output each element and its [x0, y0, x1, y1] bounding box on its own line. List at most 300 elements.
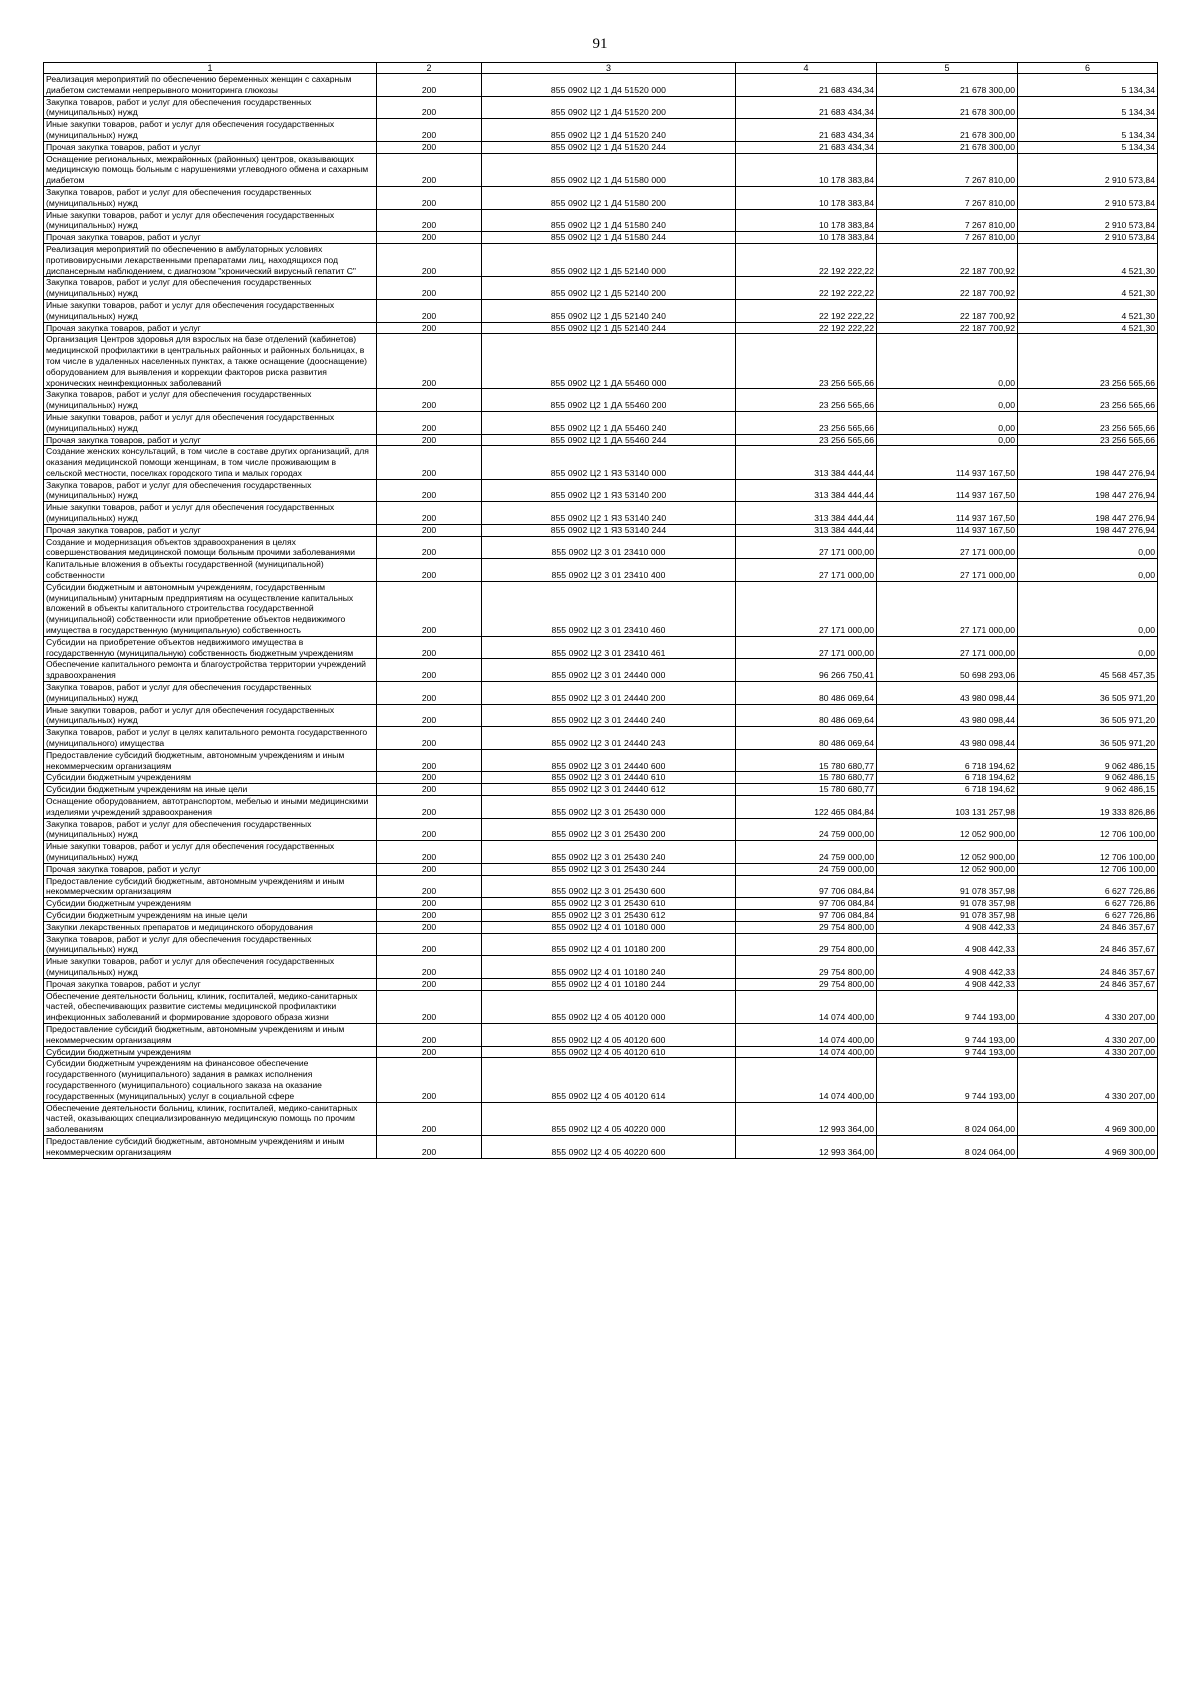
- row-kbk-cell: 855 0902 Ц2 3 01 24440 000: [482, 659, 736, 682]
- table-row: [44, 933, 1158, 956]
- row-col5-value: 0,00: [877, 389, 1018, 412]
- row-col4-value: 313 384 444,44: [736, 479, 877, 502]
- table-row: [44, 502, 1158, 525]
- table-row: [44, 536, 1158, 559]
- row-col5-value: 4 908 442,33: [877, 956, 1018, 979]
- table-row: [44, 898, 1158, 910]
- row-col4-value: 14 074 400,00: [736, 1023, 877, 1046]
- row-name-cell: Организация Центров здоровья для взрослых на базе отделений (кабинетов) медицинской профилактики в центральных районных и районных больницах, в том числе в удаленных населенных пунктах, а также оснащение (дооснащение) оборудованием для выявления и коррекции факторов риска развития хронических неинфекционных заболеваний: [44, 334, 377, 389]
- row-col6-value: 24 846 357,67: [1018, 921, 1158, 933]
- table-row: [44, 636, 1158, 659]
- row-name-cell: Закупка товаров, работ и услуг для обеспечения государственных (муниципальных) нужд: [44, 818, 377, 841]
- row-col6-value: 0,00: [1018, 559, 1158, 582]
- table-row: [44, 119, 1158, 142]
- row-code-cell: 200: [377, 1046, 482, 1058]
- row-name-cell: Субсидии бюджетным учреждениям на иные цели: [44, 784, 377, 796]
- row-col4-value: 29 754 800,00: [736, 921, 877, 933]
- row-kbk-cell: 855 0902 Ц2 3 01 25430 240: [482, 841, 736, 864]
- row-code-cell: 200: [377, 209, 482, 232]
- row-code-cell: 200: [377, 796, 482, 819]
- table-row: [44, 186, 1158, 209]
- row-name-cell: Обеспечение деятельности больниц, клиник, госпиталей, медико-санитарных частей, оказывающих специализированную медицинскую помощь по прочим заболеваниям: [44, 1102, 377, 1135]
- row-name-cell: Закупка товаров, работ и услуг для обеспечения государственных (муниципальных) нужд: [44, 96, 377, 119]
- row-code-cell: 200: [377, 841, 482, 864]
- row-name-cell: Иные закупки товаров, работ и услуг для обеспечения государственных (муниципальных) нужд: [44, 411, 377, 434]
- row-col6-value: 198 447 276,94: [1018, 446, 1158, 479]
- row-kbk-cell: 855 0902 Ц2 3 01 23410 460: [482, 581, 736, 636]
- row-code-cell: 200: [377, 243, 482, 276]
- row-kbk-cell: 855 0902 Ц2 3 01 25430 610: [482, 898, 736, 910]
- row-col4-value: 97 706 084,84: [736, 875, 877, 898]
- table-row: [44, 841, 1158, 864]
- row-name-cell: Иные закупки товаров, работ и услуг для обеспечения государственных (муниципальных) нужд: [44, 299, 377, 322]
- table-body: [44, 74, 1158, 1159]
- row-col5-value: 91 078 357,98: [877, 875, 1018, 898]
- row-name-cell: Иные закупки товаров, работ и услуг для обеспечения государственных (муниципальных) нужд: [44, 956, 377, 979]
- row-code-cell: 200: [377, 581, 482, 636]
- row-name-cell: Субсидии бюджетным учреждениям: [44, 772, 377, 784]
- table-row: [44, 299, 1158, 322]
- row-code-cell: 200: [377, 659, 482, 682]
- row-col4-value: 23 256 565,66: [736, 389, 877, 412]
- row-col4-value: 96 266 750,41: [736, 659, 877, 682]
- row-col6-value: 23 256 565,66: [1018, 334, 1158, 389]
- row-col5-value: 6 718 194,62: [877, 784, 1018, 796]
- row-col6-value: 198 447 276,94: [1018, 502, 1158, 525]
- row-col4-value: 80 486 069,64: [736, 682, 877, 705]
- row-kbk-cell: 855 0902 Ц2 3 01 23410 461: [482, 636, 736, 659]
- row-col4-value: 23 256 565,66: [736, 334, 877, 389]
- table-row: [44, 559, 1158, 582]
- table-row: [44, 1135, 1158, 1158]
- row-kbk-cell: 855 0902 Ц2 1 ДА 55460 244: [482, 434, 736, 446]
- row-col4-value: 29 754 800,00: [736, 956, 877, 979]
- row-code-cell: 200: [377, 559, 482, 582]
- row-col4-value: 10 178 383,84: [736, 232, 877, 244]
- table-row: [44, 682, 1158, 705]
- row-col6-value: 4 521,30: [1018, 277, 1158, 300]
- row-name-cell: Субсидии бюджетным учреждениям: [44, 898, 377, 910]
- row-col5-value: 27 171 000,00: [877, 536, 1018, 559]
- row-col4-value: 80 486 069,64: [736, 704, 877, 727]
- row-col5-value: 103 131 257,98: [877, 796, 1018, 819]
- row-col4-value: 23 256 565,66: [736, 411, 877, 434]
- row-code-cell: 200: [377, 1102, 482, 1135]
- table-row: [44, 659, 1158, 682]
- row-kbk-cell: 855 0902 Ц2 1 ДА 55460 000: [482, 334, 736, 389]
- row-col6-value: 45 568 457,35: [1018, 659, 1158, 682]
- table-row: [44, 389, 1158, 412]
- row-kbk-cell: 855 0902 Ц2 4 05 40220 600: [482, 1135, 736, 1158]
- table-row: [44, 243, 1158, 276]
- table-row: [44, 978, 1158, 990]
- row-code-cell: 200: [377, 1135, 482, 1158]
- row-col4-value: 122 465 084,84: [736, 796, 877, 819]
- row-col5-value: 7 267 810,00: [877, 232, 1018, 244]
- row-col6-value: 23 256 565,66: [1018, 389, 1158, 412]
- table-row: [44, 434, 1158, 446]
- row-kbk-cell: 855 0902 Ц2 1 ДА 55460 240: [482, 411, 736, 434]
- row-col5-value: 114 937 167,50: [877, 524, 1018, 536]
- row-kbk-cell: 855 0902 Ц2 1 Я3 53140 200: [482, 479, 736, 502]
- row-col6-value: 12 706 100,00: [1018, 841, 1158, 864]
- row-kbk-cell: 855 0902 Ц2 4 05 40120 000: [482, 990, 736, 1023]
- column-number-header-row: [44, 63, 1158, 74]
- row-code-cell: 200: [377, 141, 482, 153]
- row-name-cell: Иные закупки товаров, работ и услуг для обеспечения государственных (муниципальных) нужд: [44, 119, 377, 142]
- row-name-cell: Иные закупки товаров, работ и услуг для обеспечения государственных (муниципальных) нужд: [44, 209, 377, 232]
- row-col4-value: 10 178 383,84: [736, 186, 877, 209]
- row-col5-value: 22 187 700,92: [877, 299, 1018, 322]
- row-name-cell: Реализация мероприятий по обеспечению беременных женщин с сахарным диабетом системами непрерывного мониторинга глюкозы: [44, 74, 377, 97]
- row-name-cell: Прочая закупка товаров, работ и услуг: [44, 141, 377, 153]
- row-col6-value: 5 134,34: [1018, 141, 1158, 153]
- row-col4-value: 21 683 434,34: [736, 119, 877, 142]
- row-col4-value: 21 683 434,34: [736, 96, 877, 119]
- row-col4-value: 313 384 444,44: [736, 502, 877, 525]
- row-name-cell: Закупка товаров, работ и услуг в целях капитального ремонта государственного (муниципального) имущества: [44, 727, 377, 750]
- row-col5-value: 9 744 193,00: [877, 1046, 1018, 1058]
- row-col6-value: 4 521,30: [1018, 322, 1158, 334]
- row-name-cell: Субсидии на приобретение объектов недвижимого имущества в государственную (муниципальную) собственность бюджетным учреждениям: [44, 636, 377, 659]
- row-col5-value: 6 718 194,62: [877, 772, 1018, 784]
- row-kbk-cell: 855 0902 Ц2 1 Д5 52140 200: [482, 277, 736, 300]
- row-col5-value: 43 980 098,44: [877, 727, 1018, 750]
- row-kbk-cell: 855 0902 Ц2 1 Д4 51520 200: [482, 96, 736, 119]
- row-col6-value: 19 333 826,86: [1018, 796, 1158, 819]
- row-col4-value: 14 074 400,00: [736, 1046, 877, 1058]
- table-row: [44, 1023, 1158, 1046]
- row-kbk-cell: 855 0902 Ц2 4 01 10180 240: [482, 956, 736, 979]
- row-col5-value: 4 908 442,33: [877, 933, 1018, 956]
- row-name-cell: Прочая закупка товаров, работ и услуг: [44, 978, 377, 990]
- row-col6-value: 36 505 971,20: [1018, 704, 1158, 727]
- row-kbk-cell: 855 0902 Ц2 4 01 10180 200: [482, 933, 736, 956]
- row-name-cell: Прочая закупка товаров, работ и услуг: [44, 232, 377, 244]
- row-name-cell: Закупка товаров, работ и услуг для обеспечения государственных (муниципальных) нужд: [44, 277, 377, 300]
- row-col4-value: 21 683 434,34: [736, 141, 877, 153]
- row-col5-value: 21 678 300,00: [877, 141, 1018, 153]
- row-col5-value: 7 267 810,00: [877, 153, 1018, 186]
- row-col4-value: 27 171 000,00: [736, 636, 877, 659]
- row-kbk-cell: 855 0902 Ц2 1 Я3 53140 244: [482, 524, 736, 536]
- table-row: [44, 334, 1158, 389]
- row-col6-value: 4 330 207,00: [1018, 1046, 1158, 1058]
- row-col4-value: 12 993 364,00: [736, 1102, 877, 1135]
- row-col6-value: 9 062 486,15: [1018, 749, 1158, 772]
- column-header-1: 1: [44, 63, 377, 74]
- row-col6-value: 4 330 207,00: [1018, 1023, 1158, 1046]
- row-col4-value: 80 486 069,64: [736, 727, 877, 750]
- table-row: [44, 96, 1158, 119]
- table-row: [44, 446, 1158, 479]
- row-name-cell: Оснащение региональных, межрайонных (районных) центров, оказывающих медицинскую помощь больным с нарушениями углеводного обмена и сахарным диабетом: [44, 153, 377, 186]
- row-col6-value: 2 910 573,84: [1018, 153, 1158, 186]
- row-col6-value: 24 846 357,67: [1018, 933, 1158, 956]
- table-row: [44, 749, 1158, 772]
- row-col5-value: 9 744 193,00: [877, 990, 1018, 1023]
- row-name-cell: Иные закупки товаров, работ и услуг для обеспечения государственных (муниципальных) нужд: [44, 502, 377, 525]
- table-row: [44, 909, 1158, 921]
- row-code-cell: 200: [377, 119, 482, 142]
- row-col4-value: 313 384 444,44: [736, 524, 877, 536]
- row-col6-value: 2 910 573,84: [1018, 209, 1158, 232]
- row-name-cell: Оснащение оборудованием, автотранспортом, мебелью и иными медицинскими изделиями учреждений здравоохранения: [44, 796, 377, 819]
- row-code-cell: 200: [377, 322, 482, 334]
- row-code-cell: 200: [377, 389, 482, 412]
- row-name-cell: Иные закупки товаров, работ и услуг для обеспечения государственных (муниципальных) нужд: [44, 704, 377, 727]
- row-code-cell: 200: [377, 96, 482, 119]
- row-code-cell: 200: [377, 232, 482, 244]
- row-code-cell: 200: [377, 898, 482, 910]
- row-code-cell: 200: [377, 74, 482, 97]
- table-row: [44, 784, 1158, 796]
- row-col5-value: 12 052 900,00: [877, 841, 1018, 864]
- row-code-cell: 200: [377, 1058, 482, 1102]
- table-row: [44, 818, 1158, 841]
- row-name-cell: Предоставление субсидий бюджетным, автономным учреждениям и иным некоммерческим организациям: [44, 1135, 377, 1158]
- row-kbk-cell: 855 0902 Ц2 4 01 10180 000: [482, 921, 736, 933]
- table-row: [44, 524, 1158, 536]
- row-code-cell: 200: [377, 921, 482, 933]
- column-header-2: 2: [377, 63, 482, 74]
- row-name-cell: Субсидии бюджетным учреждениям на финансовое обеспечение государственного (муниципального) задания в рамках исполнения государственного (муниципального) социального заказа на оказание государственных (муниципальных) услуг в социальной сфере: [44, 1058, 377, 1102]
- row-col5-value: 0,00: [877, 411, 1018, 434]
- row-name-cell: Создание женских консультаций, в том числе в составе других организаций, для оказания медицинской помощи женщинам, в том числе проживающим в сельской местности, поселках городского типа и малых городах: [44, 446, 377, 479]
- table-row: [44, 956, 1158, 979]
- column-header-5: 5: [877, 63, 1018, 74]
- row-code-cell: 200: [377, 446, 482, 479]
- row-code-cell: 200: [377, 784, 482, 796]
- row-col6-value: 12 706 100,00: [1018, 818, 1158, 841]
- column-header-3: 3: [482, 63, 736, 74]
- table-row: [44, 1046, 1158, 1058]
- row-kbk-cell: 855 0902 Ц2 3 01 25430 600: [482, 875, 736, 898]
- row-name-cell: Закупка товаров, работ и услуг для обеспечения государственных (муниципальных) нужд: [44, 186, 377, 209]
- row-name-cell: Предоставление субсидий бюджетным, автономным учреждениям и иным некоммерческим организациям: [44, 875, 377, 898]
- row-col6-value: 2 910 573,84: [1018, 186, 1158, 209]
- row-code-cell: 200: [377, 186, 482, 209]
- row-name-cell: Субсидии бюджетным учреждениям на иные цели: [44, 909, 377, 921]
- row-col6-value: 23 256 565,66: [1018, 434, 1158, 446]
- row-kbk-cell: 855 0902 Ц2 1 Д4 51520 000: [482, 74, 736, 97]
- row-col6-value: 36 505 971,20: [1018, 682, 1158, 705]
- row-code-cell: 200: [377, 479, 482, 502]
- row-col4-value: 97 706 084,84: [736, 909, 877, 921]
- row-kbk-cell: 855 0902 Ц2 4 05 40120 610: [482, 1046, 736, 1058]
- row-col6-value: 4 969 300,00: [1018, 1135, 1158, 1158]
- row-name-cell: Обеспечение капитального ремонта и благоустройства территории учреждений здравоохранения: [44, 659, 377, 682]
- row-col4-value: 12 993 364,00: [736, 1135, 877, 1158]
- row-col5-value: 8 024 064,00: [877, 1102, 1018, 1135]
- row-col4-value: 15 780 680,77: [736, 772, 877, 784]
- row-name-cell: Закупка товаров, работ и услуг для обеспечения государственных (муниципальных) нужд: [44, 479, 377, 502]
- row-code-cell: 200: [377, 334, 482, 389]
- row-kbk-cell: 855 0902 Ц2 3 01 23410 400: [482, 559, 736, 582]
- table-row: [44, 863, 1158, 875]
- row-col4-value: 21 683 434,34: [736, 74, 877, 97]
- row-kbk-cell: 855 0902 Ц2 4 01 10180 244: [482, 978, 736, 990]
- row-kbk-cell: 855 0902 Ц2 1 Д4 51520 240: [482, 119, 736, 142]
- row-kbk-cell: 855 0902 Ц2 3 01 25430 000: [482, 796, 736, 819]
- row-code-cell: 200: [377, 502, 482, 525]
- row-code-cell: 200: [377, 933, 482, 956]
- row-code-cell: 200: [377, 772, 482, 784]
- row-code-cell: 200: [377, 863, 482, 875]
- row-name-cell: Предоставление субсидий бюджетным, автономным учреждениям и иным некоммерческим организациям: [44, 1023, 377, 1046]
- row-col5-value: 21 678 300,00: [877, 119, 1018, 142]
- table-row: [44, 581, 1158, 636]
- row-code-cell: 200: [377, 411, 482, 434]
- row-col6-value: 5 134,34: [1018, 119, 1158, 142]
- row-code-cell: 200: [377, 990, 482, 1023]
- row-kbk-cell: 855 0902 Ц2 3 01 24440 610: [482, 772, 736, 784]
- row-col4-value: 14 074 400,00: [736, 1058, 877, 1102]
- row-kbk-cell: 855 0902 Ц2 1 Я3 53140 240: [482, 502, 736, 525]
- row-col5-value: 21 678 300,00: [877, 96, 1018, 119]
- row-col5-value: 91 078 357,98: [877, 898, 1018, 910]
- row-name-cell: Субсидии бюджетным и автономным учреждениям, государственным (муниципальным) унитарным предприятиям на осуществление капитальных вложений в объекты капитального строительства государственной (муниципальной) собственности или приобретение объектов недвижимого имущества в государственную (муниципальную) собственность: [44, 581, 377, 636]
- row-kbk-cell: 855 0902 Ц2 1 Д5 52140 240: [482, 299, 736, 322]
- row-col6-value: 4 330 207,00: [1018, 1058, 1158, 1102]
- table-row: [44, 411, 1158, 434]
- table-row: [44, 727, 1158, 750]
- row-col5-value: 27 171 000,00: [877, 559, 1018, 582]
- page-number: 91: [592, 36, 608, 52]
- row-col4-value: 22 192 222,22: [736, 322, 877, 334]
- row-code-cell: 200: [377, 818, 482, 841]
- row-name-cell: Прочая закупка товаров, работ и услуг: [44, 863, 377, 875]
- row-col5-value: 12 052 900,00: [877, 818, 1018, 841]
- row-col5-value: 12 052 900,00: [877, 863, 1018, 875]
- row-col6-value: 5 134,34: [1018, 74, 1158, 97]
- row-col6-value: 24 846 357,67: [1018, 956, 1158, 979]
- row-col5-value: 114 937 167,50: [877, 502, 1018, 525]
- row-col5-value: 0,00: [877, 434, 1018, 446]
- row-col6-value: 4 521,30: [1018, 299, 1158, 322]
- row-col5-value: 9 744 193,00: [877, 1023, 1018, 1046]
- row-name-cell: Создание и модернизация объектов здравоохранения в целях совершенствования медицинской помощи больным прочими заболеваниями: [44, 536, 377, 559]
- row-kbk-cell: 855 0902 Ц2 3 01 24440 243: [482, 727, 736, 750]
- row-kbk-cell: 855 0902 Ц2 1 Д4 51520 244: [482, 141, 736, 153]
- row-code-cell: 200: [377, 704, 482, 727]
- row-col4-value: 27 171 000,00: [736, 536, 877, 559]
- row-kbk-cell: 855 0902 Ц2 1 Д4 51580 244: [482, 232, 736, 244]
- row-col6-value: 6 627 726,86: [1018, 875, 1158, 898]
- row-kbk-cell: 855 0902 Ц2 3 01 25430 244: [482, 863, 736, 875]
- row-col5-value: 27 171 000,00: [877, 581, 1018, 636]
- column-header-4: 4: [736, 63, 877, 74]
- row-col6-value: 5 134,34: [1018, 96, 1158, 119]
- row-code-cell: 200: [377, 978, 482, 990]
- table-row: [44, 1058, 1158, 1102]
- row-name-cell: Прочая закупка товаров, работ и услуг: [44, 322, 377, 334]
- row-col4-value: 29 754 800,00: [736, 933, 877, 956]
- row-col4-value: 24 759 000,00: [736, 818, 877, 841]
- row-col4-value: 15 780 680,77: [736, 784, 877, 796]
- row-name-cell: Прочая закупка товаров, работ и услуг: [44, 524, 377, 536]
- row-col5-value: 22 187 700,92: [877, 243, 1018, 276]
- row-col5-value: 22 187 700,92: [877, 277, 1018, 300]
- row-kbk-cell: 855 0902 Ц2 4 05 40120 600: [482, 1023, 736, 1046]
- row-col4-value: 10 178 383,84: [736, 153, 877, 186]
- row-col6-value: 6 627 726,86: [1018, 909, 1158, 921]
- row-kbk-cell: 855 0902 Ц2 3 01 24440 612: [482, 784, 736, 796]
- row-col6-value: 9 062 486,15: [1018, 772, 1158, 784]
- row-col5-value: 114 937 167,50: [877, 479, 1018, 502]
- row-kbk-cell: 855 0902 Ц2 4 05 40120 614: [482, 1058, 736, 1102]
- row-kbk-cell: 855 0902 Ц2 1 Д5 52140 244: [482, 322, 736, 334]
- row-col5-value: 91 078 357,98: [877, 909, 1018, 921]
- row-col4-value: 24 759 000,00: [736, 863, 877, 875]
- row-code-cell: 200: [377, 636, 482, 659]
- row-col5-value: 43 980 098,44: [877, 704, 1018, 727]
- row-code-cell: 200: [377, 909, 482, 921]
- row-name-cell: Закупка товаров, работ и услуг для обеспечения государственных (муниципальных) нужд: [44, 682, 377, 705]
- row-col6-value: 198 447 276,94: [1018, 524, 1158, 536]
- row-col6-value: 4 521,30: [1018, 243, 1158, 276]
- row-kbk-cell: 855 0902 Ц2 4 05 40220 000: [482, 1102, 736, 1135]
- row-code-cell: 200: [377, 749, 482, 772]
- row-kbk-cell: 855 0902 Ц2 3 01 24440 200: [482, 682, 736, 705]
- row-col4-value: 97 706 084,84: [736, 898, 877, 910]
- budget-report-table: [43, 62, 1158, 1159]
- row-col5-value: 6 718 194,62: [877, 749, 1018, 772]
- row-kbk-cell: 855 0902 Ц2 3 01 24440 600: [482, 749, 736, 772]
- row-col6-value: 9 062 486,15: [1018, 784, 1158, 796]
- row-col4-value: 23 256 565,66: [736, 434, 877, 446]
- row-name-cell: Иные закупки товаров, работ и услуг для обеспечения государственных (муниципальных) нужд: [44, 841, 377, 864]
- table-row: [44, 772, 1158, 784]
- row-kbk-cell: 855 0902 Ц2 1 Д5 52140 000: [482, 243, 736, 276]
- table-row: [44, 990, 1158, 1023]
- row-col4-value: 29 754 800,00: [736, 978, 877, 990]
- table-row: [44, 141, 1158, 153]
- row-col6-value: 24 846 357,67: [1018, 978, 1158, 990]
- row-kbk-cell: 855 0902 Ц2 1 ДА 55460 200: [482, 389, 736, 412]
- table-row: [44, 921, 1158, 933]
- row-kbk-cell: 855 0902 Ц2 1 Д4 51580 000: [482, 153, 736, 186]
- row-col6-value: 6 627 726,86: [1018, 898, 1158, 910]
- row-col5-value: 4 908 442,33: [877, 978, 1018, 990]
- row-col5-value: 21 678 300,00: [877, 74, 1018, 97]
- row-col6-value: 0,00: [1018, 636, 1158, 659]
- row-code-cell: 200: [377, 1023, 482, 1046]
- row-col5-value: 7 267 810,00: [877, 209, 1018, 232]
- row-code-cell: 200: [377, 727, 482, 750]
- row-col4-value: 14 074 400,00: [736, 990, 877, 1023]
- row-kbk-cell: 855 0902 Ц2 3 01 25430 200: [482, 818, 736, 841]
- table-row: [44, 153, 1158, 186]
- row-code-cell: 200: [377, 682, 482, 705]
- table-row: [44, 232, 1158, 244]
- table-row: [44, 322, 1158, 334]
- row-code-cell: 200: [377, 524, 482, 536]
- row-col4-value: 22 192 222,22: [736, 277, 877, 300]
- row-code-cell: 200: [377, 434, 482, 446]
- table-row: [44, 209, 1158, 232]
- row-col6-value: 2 910 573,84: [1018, 232, 1158, 244]
- table-row: [44, 479, 1158, 502]
- row-name-cell: Реализация мероприятий по обеспечению в амбулаторных условиях противовирусными лекарственными препаратами лиц, находящихся под диспансерным наблюдением, с диагнозом "хронический вирусный гепатит C": [44, 243, 377, 276]
- row-code-cell: 200: [377, 153, 482, 186]
- row-col4-value: 313 384 444,44: [736, 446, 877, 479]
- table-row: [44, 74, 1158, 97]
- row-col6-value: 12 706 100,00: [1018, 863, 1158, 875]
- row-col5-value: 50 698 293,06: [877, 659, 1018, 682]
- row-code-cell: 200: [377, 536, 482, 559]
- table-row: [44, 796, 1158, 819]
